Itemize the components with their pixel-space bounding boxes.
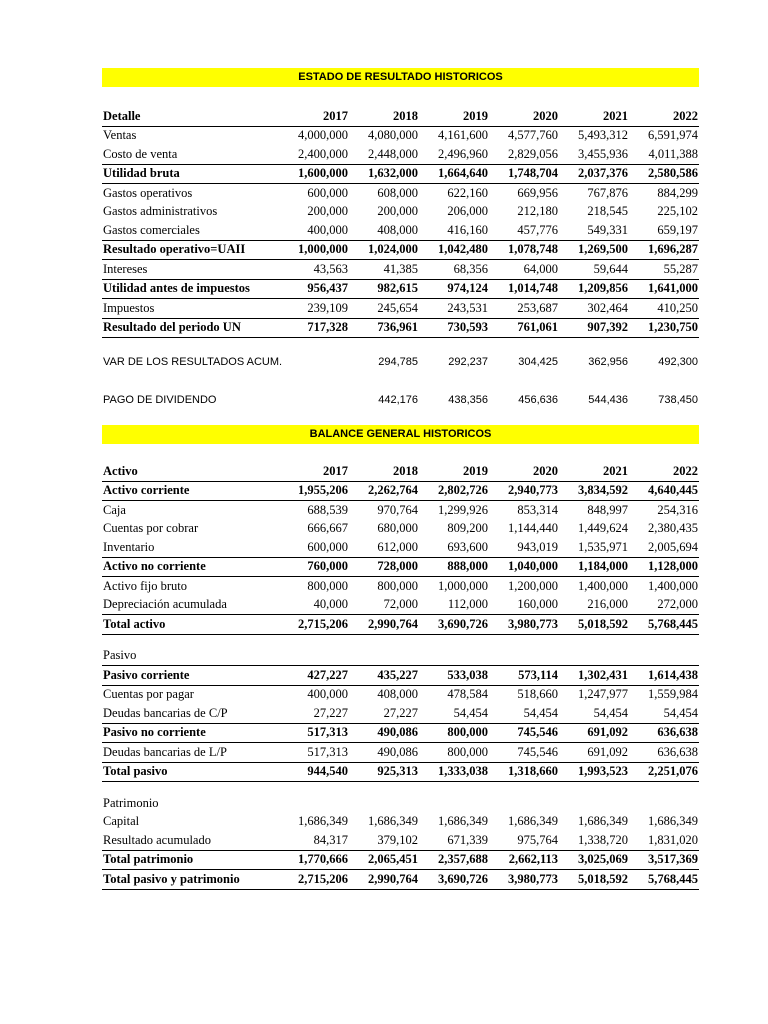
table-row (102, 557, 699, 577)
row-value: 848,997 (587, 502, 628, 517)
row-value: 600,000 (279, 538, 349, 557)
row-label: Utilidad bruta (102, 164, 279, 184)
table-row (102, 481, 699, 501)
row-value: 272,000 (629, 596, 699, 615)
table-row (102, 221, 699, 240)
row-value: 294,785 (378, 356, 418, 368)
year-header: 2020 (489, 462, 559, 481)
table-row (102, 813, 699, 832)
row-value: 4,080,000 (368, 128, 418, 143)
row-value: 974,124 (419, 279, 489, 299)
row-value: 970,764 (377, 502, 418, 517)
row-value: 5,018,592 (559, 870, 629, 890)
row-value: 761,061 (489, 318, 559, 338)
row-value: 2,005,694 (629, 538, 699, 557)
row-value: 3,025,069 (559, 850, 629, 870)
row-value: 745,546 (489, 723, 559, 743)
row-value: 1,209,856 (559, 279, 629, 299)
spacer-row (102, 634, 699, 647)
row-value: 5,018,592 (559, 615, 629, 635)
row-value: 659,197 (629, 221, 699, 240)
table-row (102, 704, 699, 723)
row-value: 3,455,936 (559, 145, 629, 164)
year-header: 2022 (629, 107, 699, 126)
header-label: Activo (102, 462, 279, 481)
row-value: 544,436 (588, 394, 628, 406)
row-value: 2,037,376 (559, 164, 629, 184)
row-label: Impuestos (102, 299, 279, 319)
row-value: 243,531 (419, 299, 489, 319)
table-row (102, 743, 699, 763)
row-value: 730,593 (419, 318, 489, 338)
row-value: 1,000,000 (279, 240, 349, 260)
row-value: 200,000 (377, 204, 418, 219)
row-value: 408,000 (349, 221, 419, 240)
row-value: 225,102 (657, 204, 698, 219)
row-value: 2,990,764 (349, 870, 419, 890)
row-value: 1,040,000 (489, 557, 559, 577)
table-row (102, 596, 699, 615)
row-value: 1,200,000 (508, 578, 558, 593)
row-value: 1,333,038 (419, 762, 489, 782)
header-row (102, 107, 699, 126)
row-value: 1,078,748 (489, 240, 559, 260)
row-value: 5,768,445 (629, 615, 699, 635)
table-row (102, 145, 699, 164)
row-value: 612,000 (349, 538, 419, 557)
row-value: 671,339 (419, 831, 489, 850)
row-value: 456,636 (518, 394, 558, 406)
table-row (102, 538, 699, 557)
table-row (102, 831, 699, 850)
row-value: 1,299,926 (438, 502, 488, 517)
row-value: 216,000 (559, 596, 629, 615)
row-value: 1,686,349 (648, 814, 698, 829)
row-value: 1,042,480 (419, 240, 489, 260)
row-value: 693,600 (419, 538, 489, 557)
row-value: 982,615 (349, 279, 419, 299)
row-value: 636,638 (629, 743, 699, 763)
row-value: 549,331 (559, 221, 629, 240)
row-value: 3,690,726 (419, 615, 489, 635)
row-value: 669,956 (517, 185, 558, 200)
row-value: 1,632,000 (349, 164, 419, 184)
row-value: 907,392 (559, 318, 629, 338)
table-row (102, 164, 699, 184)
row-value: 438,356 (448, 394, 488, 406)
section-label: Pasivo (103, 648, 137, 663)
row-value: 1,600,000 (279, 164, 349, 184)
row-value: 4,640,445 (629, 481, 699, 501)
table-row (102, 203, 699, 222)
table-row (102, 666, 699, 686)
row-value: 3,690,726 (419, 870, 489, 890)
row-value: 1,449,624 (578, 521, 628, 536)
row-value: 975,764 (489, 831, 559, 850)
row-value: 956,437 (279, 279, 349, 299)
row-value: 54,454 (419, 704, 489, 723)
row-value: 1,128,000 (629, 557, 699, 577)
table-row (102, 299, 699, 319)
table-row (102, 615, 699, 635)
row-value: 1,247,977 (578, 687, 628, 702)
row-value: 2,262,764 (349, 481, 419, 501)
row-value: 253,687 (489, 299, 559, 319)
row-value: 254,316 (657, 502, 698, 517)
row-value: 745,546 (489, 743, 559, 763)
row-value: 1,024,000 (349, 240, 419, 260)
row-value: 1,559,984 (648, 687, 698, 702)
row-value: 3,517,369 (629, 850, 699, 870)
row-value: 490,086 (349, 723, 419, 743)
table-row (102, 520, 699, 539)
row-value: 59,644 (559, 260, 629, 280)
row-value: 457,776 (489, 221, 559, 240)
row-value: 800,000 (377, 578, 418, 593)
row-value: 1,686,349 (508, 814, 558, 829)
row-value: 1,686,349 (298, 814, 348, 829)
row-value: 680,000 (377, 521, 418, 536)
row-value: 1,269,500 (559, 240, 629, 260)
row-value: 416,160 (419, 221, 489, 240)
row-label: VAR DE LOS RESULTADOS ACUM. (103, 356, 283, 368)
row-value: 442,176 (378, 394, 418, 406)
row-value: 1,993,523 (559, 762, 629, 782)
row-value: 717,328 (279, 318, 349, 338)
row-value: 1,686,349 (578, 814, 628, 829)
row-value: 4,000,000 (298, 128, 348, 143)
row-value: 691,092 (559, 723, 629, 743)
row-value: 4,161,600 (438, 128, 488, 143)
row-label: Resultado del periodo UN (102, 318, 279, 338)
row-value: 64,000 (489, 260, 559, 280)
row-value: 736,961 (349, 318, 419, 338)
row-label: Cuentas por pagar (103, 687, 194, 702)
row-value: 1,614,438 (629, 666, 699, 686)
row-value: 1,184,000 (559, 557, 629, 577)
row-value: 2,400,000 (279, 145, 349, 164)
row-label: Caja (103, 502, 126, 517)
header-row (102, 462, 699, 481)
row-value: 2,802,726 (419, 481, 489, 501)
row-value: 43,563 (279, 260, 349, 280)
row-label: Resultado operativo=UAII (102, 240, 279, 260)
row-value: 379,102 (349, 831, 419, 850)
row-value: 2,496,960 (419, 145, 489, 164)
row-value: 2,940,773 (489, 481, 559, 501)
row-value: 2,715,206 (279, 870, 349, 890)
row-value: 478,584 (447, 687, 488, 702)
row-value: 302,464 (559, 299, 629, 319)
table-row (102, 260, 699, 280)
year-header: 2018 (349, 107, 419, 126)
row-label: PAGO DE DIVIDENDO (103, 394, 217, 406)
row-label: Pasivo corriente (102, 666, 279, 686)
row-value: 5,768,445 (629, 870, 699, 890)
patrimonio-title (102, 794, 699, 813)
row-label: Depreciación acumulada (102, 596, 279, 615)
row-value: 4,011,388 (629, 145, 699, 164)
year-header: 2019 (419, 107, 489, 126)
row-value: 3,980,773 (489, 870, 559, 890)
income-statement-table (102, 107, 699, 338)
row-value: 517,313 (279, 723, 349, 743)
row-value: 944,540 (279, 762, 349, 782)
row-value: 212,180 (517, 204, 558, 219)
row-value: 636,638 (629, 723, 699, 743)
row-label: Activo fijo bruto (103, 578, 188, 593)
row-value: 206,000 (447, 204, 488, 219)
section-label: Patrimonio (103, 795, 159, 810)
row-value: 72,000 (349, 596, 419, 615)
income-statement-title: ESTADO DE RESULTADO HISTORICOS (102, 68, 699, 87)
row-value: 1,686,349 (368, 814, 418, 829)
row-value: 1,014,748 (489, 279, 559, 299)
row-value: 1,770,666 (279, 850, 349, 870)
year-header: 2020 (489, 107, 559, 126)
year-header: 2021 (559, 462, 629, 481)
row-value: 1,641,000 (629, 279, 699, 299)
row-value: 200,000 (307, 204, 348, 219)
row-value: 767,876 (587, 185, 628, 200)
row-value: 800,000 (419, 723, 489, 743)
row-value: 2,357,688 (419, 850, 489, 870)
row-value (279, 352, 349, 372)
row-label: Costo de venta (102, 145, 279, 164)
row-value: 68,356 (419, 260, 489, 280)
row-value: 304,425 (518, 356, 558, 368)
row-value: 573,114 (489, 666, 559, 686)
row-value: 54,454 (489, 704, 559, 723)
row-value: 160,000 (489, 596, 559, 615)
row-label: Total pasivo (102, 762, 279, 782)
row-value: 245,654 (349, 299, 419, 319)
row-value: 400,000 (307, 687, 348, 702)
row-value: 2,990,764 (349, 615, 419, 635)
row-value: 1,400,000 (578, 578, 628, 593)
row-value: 435,227 (349, 666, 419, 686)
row-value: 84,317 (279, 831, 349, 850)
table-row (102, 723, 699, 743)
row-label: Total activo (102, 615, 279, 635)
row-value: 800,000 (307, 578, 348, 593)
row-value: 362,956 (588, 356, 628, 368)
row-value: 622,160 (447, 185, 488, 200)
row-label: Total patrimonio (102, 850, 279, 870)
row-value: 410,250 (629, 299, 699, 319)
row-label: Activo corriente (102, 481, 279, 501)
pasivo-title (102, 647, 699, 666)
row-value: 292,237 (448, 356, 488, 368)
row-value: 400,000 (279, 221, 349, 240)
row-label: Cuentas por cobrar (103, 521, 199, 536)
row-label: Ventas (103, 128, 137, 143)
table-row (102, 240, 699, 260)
row-value: 2,662,113 (489, 850, 559, 870)
row-value: 728,000 (349, 557, 419, 577)
row-value: 2,380,435 (648, 521, 698, 536)
header-label: Detalle (102, 107, 279, 126)
row-label: Capital (103, 814, 140, 829)
balance-sheet-title: BALANCE GENERAL HISTORICOS (102, 425, 699, 444)
row-value: 27,227 (349, 704, 419, 723)
year-header: 2017 (279, 107, 349, 126)
row-value: 809,200 (447, 521, 488, 536)
row-value: 427,227 (279, 666, 349, 686)
row-value: 925,313 (349, 762, 419, 782)
row-value: 517,313 (279, 743, 349, 763)
row-value: 218,545 (587, 204, 628, 219)
table-row (102, 870, 699, 890)
row-label: Total pasivo y patrimonio (102, 870, 279, 890)
row-value: 1,955,206 (279, 481, 349, 501)
row-value: 1,302,431 (559, 666, 629, 686)
row-value: 800,000 (419, 743, 489, 763)
row-value: 6,591,974 (648, 128, 698, 143)
row-value: 884,299 (657, 185, 698, 200)
row-label: Pasivo no corriente (102, 723, 279, 743)
row-label: Activo no corriente (102, 557, 279, 577)
row-label: Utilidad antes de impuestos (102, 279, 279, 299)
row-value (279, 390, 349, 410)
table-row (102, 762, 699, 782)
row-value: 1,144,440 (508, 521, 558, 536)
row-value: 1,535,971 (559, 538, 629, 557)
row-value: 853,314 (517, 502, 558, 517)
row-value: 2,448,000 (349, 145, 419, 164)
year-header: 2021 (559, 107, 629, 126)
row-value: 54,454 (559, 704, 629, 723)
row-label: Intereses (102, 260, 279, 280)
table-row (102, 501, 699, 520)
row-value: 3,834,592 (559, 481, 629, 501)
table-row (102, 577, 699, 596)
row-label: Inventario (102, 538, 279, 557)
row-value: 3,980,773 (489, 615, 559, 635)
row-value: 688,539 (307, 502, 348, 517)
extra-table (102, 352, 699, 410)
row-value: 1,748,704 (489, 164, 559, 184)
row-value: 2,829,056 (489, 145, 559, 164)
row-value: 1,230,750 (629, 318, 699, 338)
row-label: Gastos operativos (103, 185, 193, 200)
row-value: 1,338,720 (559, 831, 629, 850)
row-value: 41,385 (349, 260, 419, 280)
spacer-row (102, 782, 699, 795)
year-header: 2018 (349, 462, 419, 481)
row-value: 608,000 (377, 185, 418, 200)
row-value: 4,577,760 (508, 128, 558, 143)
row-value: 1,696,287 (629, 240, 699, 260)
table-row (102, 279, 699, 299)
balance-sheet-table (102, 462, 699, 890)
row-value: 760,000 (279, 557, 349, 577)
table-row (102, 184, 699, 203)
table-row (102, 352, 699, 372)
spacer-row (102, 372, 699, 390)
row-value: 2,715,206 (279, 615, 349, 635)
row-value: 54,454 (629, 704, 699, 723)
row-value: 943,019 (489, 538, 559, 557)
table-row (102, 850, 699, 870)
row-value: 490,086 (349, 743, 419, 763)
row-value: 2,251,076 (629, 762, 699, 782)
table-row (102, 126, 699, 145)
table-row (102, 318, 699, 338)
year-header: 2019 (419, 462, 489, 481)
row-value: 55,287 (629, 260, 699, 280)
row-value: 492,300 (658, 356, 698, 368)
row-value: 1,000,000 (438, 578, 488, 593)
row-value: 1,686,349 (438, 814, 488, 829)
row-value: 666,667 (307, 521, 348, 536)
row-label: Deudas bancarias de C/P (102, 704, 279, 723)
row-value: 1,318,660 (489, 762, 559, 782)
row-value: 112,000 (419, 596, 489, 615)
row-value: 1,831,020 (629, 831, 699, 850)
row-value: 2,580,586 (629, 164, 699, 184)
row-value: 27,227 (279, 704, 349, 723)
row-label: Gastos comerciales (102, 221, 279, 240)
table-row (102, 390, 699, 410)
row-value: 5,493,312 (578, 128, 628, 143)
year-header: 2017 (279, 462, 349, 481)
year-header: 2022 (629, 462, 699, 481)
row-value: 408,000 (377, 687, 418, 702)
row-value: 40,000 (279, 596, 349, 615)
table-row (102, 685, 699, 704)
row-label: Deudas bancarias de L/P (102, 743, 279, 763)
row-value: 888,000 (419, 557, 489, 577)
row-value: 738,450 (658, 394, 698, 406)
row-label: Resultado acumulado (102, 831, 279, 850)
row-value: 533,038 (419, 666, 489, 686)
row-value: 239,109 (279, 299, 349, 319)
row-label: Gastos administrativos (103, 204, 218, 219)
row-value: 1,400,000 (648, 578, 698, 593)
row-value: 691,092 (559, 743, 629, 763)
row-value: 518,660 (517, 687, 558, 702)
row-value: 2,065,451 (349, 850, 419, 870)
row-value: 1,664,640 (419, 164, 489, 184)
row-value: 600,000 (307, 185, 348, 200)
